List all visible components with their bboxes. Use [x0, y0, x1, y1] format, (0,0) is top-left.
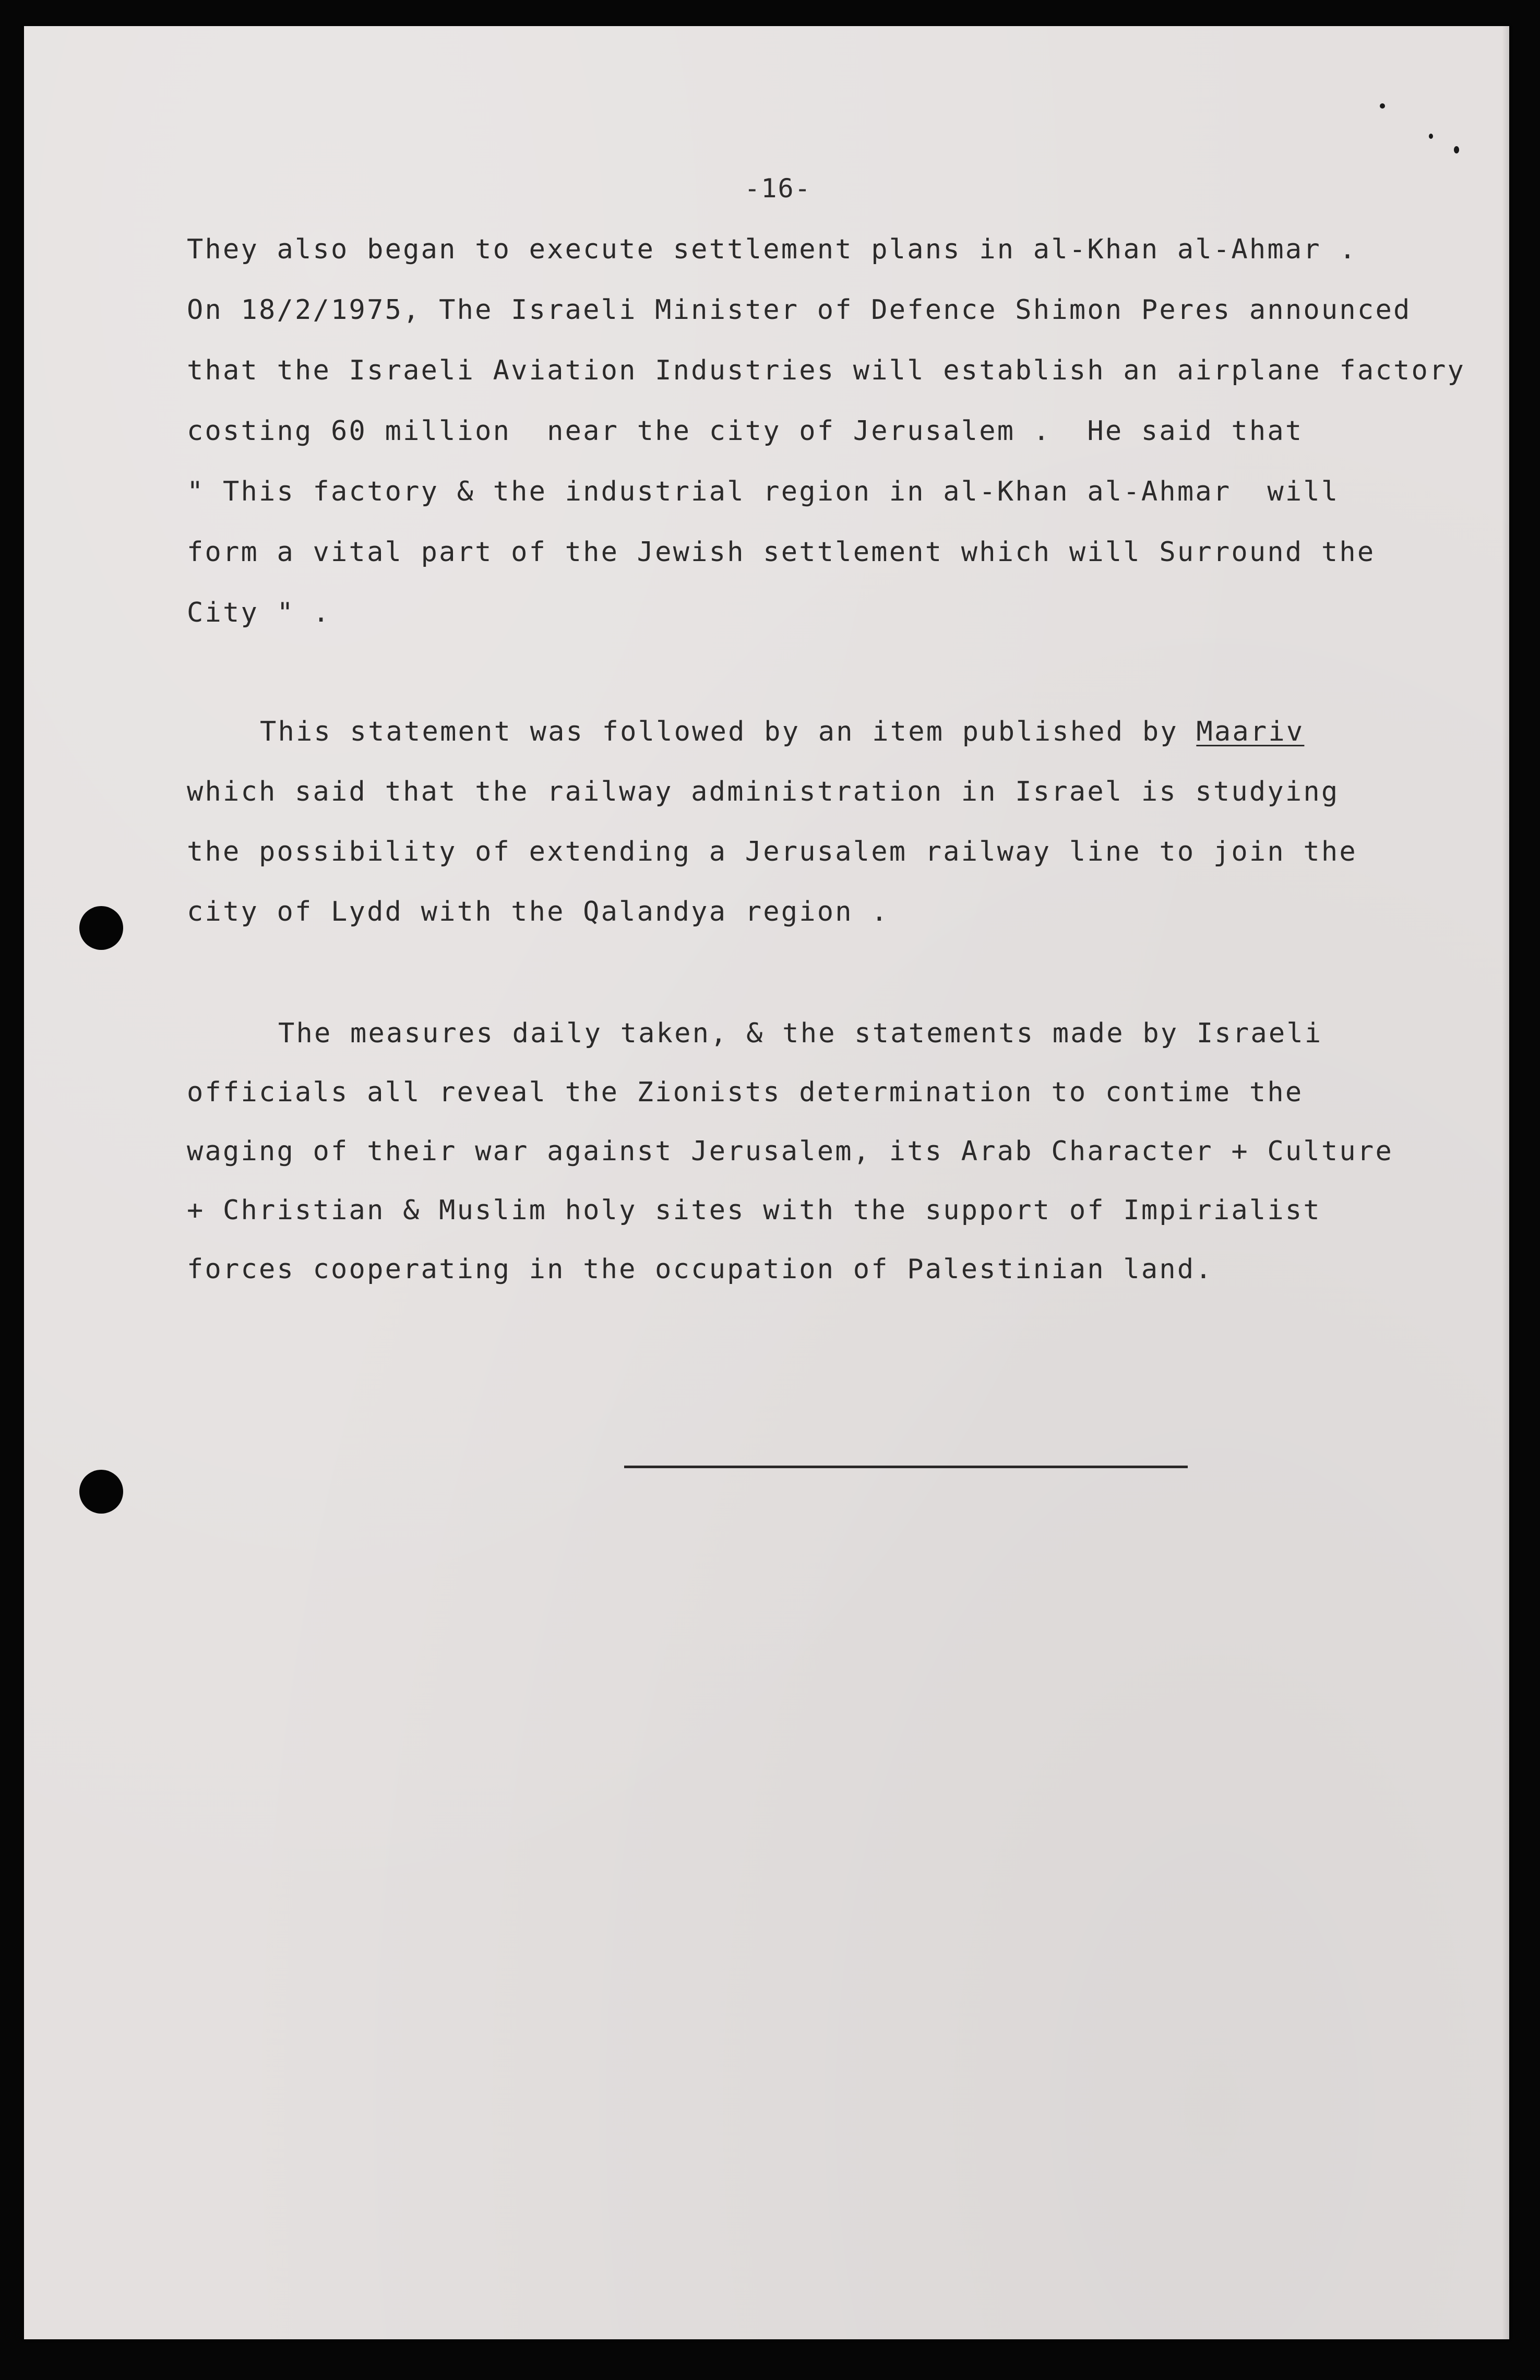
ink-speck — [1454, 146, 1459, 153]
text-line: On 18/2/1975, The Israeli Minister of Defence Shimon Peres announced — [187, 294, 1412, 326]
punch-hole-lower — [79, 1470, 123, 1514]
text-line: + Christian & Muslim holy sites with the support of Impirialist — [187, 1195, 1321, 1226]
text-line: waging of their war against Jerusalem, its Arab Character + Culture — [187, 1136, 1393, 1167]
ink-speck — [1429, 134, 1433, 139]
text-line: City " . — [187, 597, 331, 628]
text-line: officials all reveal the Zionists determination to contime the — [187, 1077, 1304, 1108]
page-edge-shadow — [1502, 26, 1509, 2339]
text-segment: This statement was followed by an item published by — [260, 716, 1197, 747]
text-line: The measures daily taken, & the statements made by Israeli — [278, 1018, 1323, 1049]
paragraph-settlement-plans — [187, 234, 1491, 658]
paragraph-railway — [187, 716, 1491, 956]
page-number: -16- — [744, 173, 811, 204]
closing-rule-divider — [624, 1466, 1188, 1468]
publication-name: Maariv — [1196, 716, 1305, 747]
text-line: forces cooperating in the occupation of Palestinian land. — [187, 1254, 1213, 1285]
text-line: city of Lydd with the Qalandya region . — [187, 896, 889, 927]
text-line: " This factory & the industrial region in al-Khan al-Ahmar will — [187, 476, 1340, 507]
text-line-with-publication — [187, 716, 1491, 747]
ink-speck — [1380, 103, 1385, 109]
text-line: They also began to execute settlement plans in al-Khan al-Ahmar . — [187, 234, 1357, 265]
text-line: form a vital part of the Jewish settlement which will Surround the — [187, 537, 1376, 568]
punch-hole-upper — [79, 906, 123, 950]
text-line: costing 60 million near the city of Jerusalem . He said that — [187, 415, 1304, 447]
paragraph-measures — [187, 1018, 1491, 1313]
text-line: that the Israeli Aviation Industries will establish an airplane factory — [187, 355, 1465, 386]
text-line: which said that the railway administration in Israel is studying — [187, 776, 1340, 807]
text-line: the possibility of extending a Jerusalem railway line to join the — [187, 836, 1357, 867]
